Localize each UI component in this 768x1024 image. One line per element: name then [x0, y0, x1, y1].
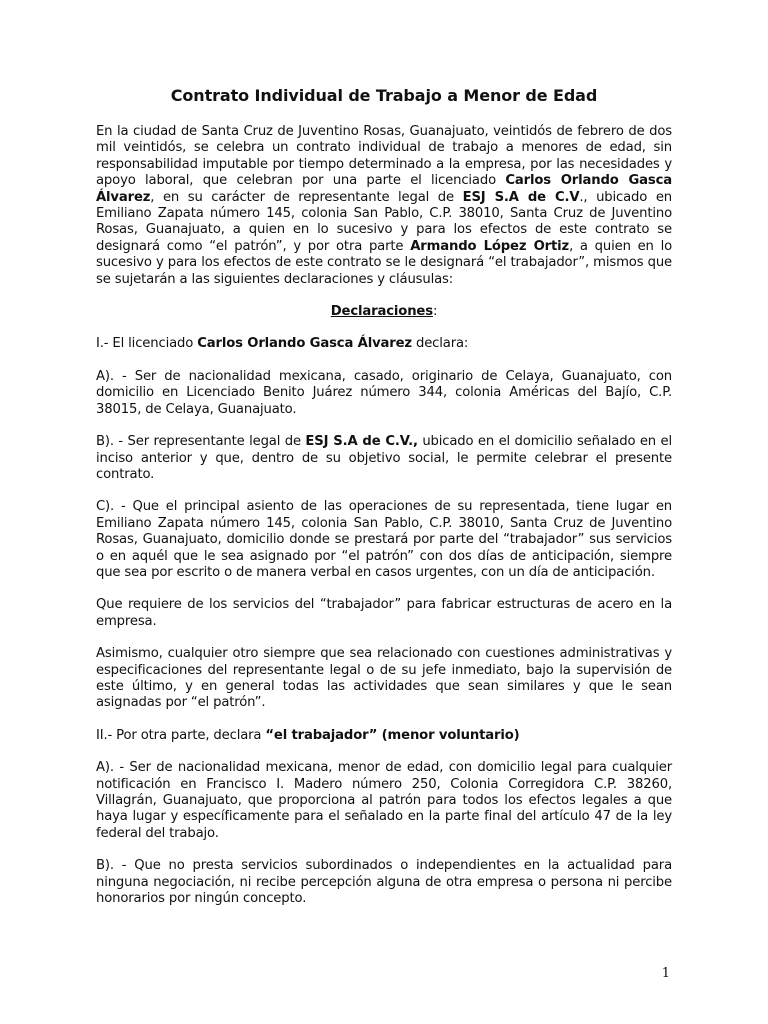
intro-text-1: En la ciudad de Santa Cruz de Juventino Rosas, Guanajuato, veintidós de febrero de dos mil veintidós, se celebra un contrato individual de trabajo a menores de edad, sin responsabilidad imputable por tiempo determinado a la empresa, por las necesidades y apoyo laboral, que celebran por una parte el licenciado	[96, 124, 672, 189]
declaraciones-heading-colon: :	[432, 304, 438, 320]
section-1-clause-b	[96, 434, 672, 483]
declaraciones-heading-text: Declaraciones	[330, 304, 433, 320]
worker-name: Armando López Ortiz	[410, 238, 570, 254]
declaraciones-heading	[96, 304, 672, 320]
section-1-paragraph-e: Asimismo, cualquier otro siempre que sea relacionado con cuestiones administrativas y especificaciones del representante legal o de su jefe inmediato, bajo la supervisión de este último, y en general todas las actividades que sean similares y que le sean asignadas por “el patrón”.	[96, 646, 672, 711]
section-2-heading	[96, 728, 672, 744]
section-2-clause-a: A). - Ser de nacionalidad mexicana, menor de edad, con domicilio legal para cualquier notificación en Francisco I. Madero número 250, Colonia Corregidora C.P. 38260, Villagrán, Guanajuato, que proporciona al patrón para todos los efectos legales a que haya lugar y específicamente para el señalado en la parte final del artículo 47 de la ley federal del trabajo.	[96, 760, 672, 841]
document-title: Contrato Individual de Trabajo a Menor de Edad	[170, 86, 598, 105]
section-1-name: Carlos Orlando Gasca Álvarez	[197, 336, 412, 352]
section-1-clause-b-post: ubicado en el domicilio señalado en el inciso anterior y que, dentro de su objetivo social, le permite celebrar el presente contrato.	[96, 434, 672, 482]
section-1-clause-c: C). - Que el principal asiento de las operaciones de su representada, tiene lugar en Emiliano Zapata número 145, colonia San Pablo, C.P. 38010, Santa Cruz de Juventino Rosas, Guanajuato, domicilio donde se prestará por parte del “trabajador” sus servicios o en aquél que le sea asignado por “el patrón” con dos días de anticipación, siempre que sea por escrito o de manera verbal en casos urgentes, con un día de anticipación.	[96, 499, 672, 580]
section-1-heading	[96, 336, 672, 352]
company-name: ESJ S.A de C.V	[462, 189, 580, 205]
intro-text-3: ., ubicado en Emiliano Zapata número 145, colonia San Pablo, C.P. 38010, Santa Cruz de Juventino Rosas, Guanajuato, a quien en lo sucesivo y para los efectos de este contrato se designará como “el patrón”, y por otra parte	[96, 189, 672, 254]
section-1-paragraph-d: Que requiere de los servicios del “trabajador” para fabricar estructuras de acero en la empresa.	[96, 597, 672, 629]
section-2-bold: “el trabajador” (menor voluntario)	[265, 727, 520, 743]
document-body	[96, 124, 672, 923]
section-2-pre: II.- Por otra parte, declara	[96, 727, 266, 743]
intro-paragraph	[96, 124, 672, 288]
intro-text-2: , en su carácter de representante legal de	[150, 189, 463, 205]
section-1-clause-b-pre: B). - Ser representante legal de	[96, 434, 306, 450]
section-1-clause-a: A). - Ser de nacionalidad mexicana, casado, originario de Celaya, Guanajuato, con domicilio en Licenciado Benito Juárez número 344, colonia Américas del Bajío, C.P. 38015, de Celaya, Guanajuato.	[96, 368, 672, 417]
employer-representative-name: Carlos Orlando Gasca Álvarez	[96, 173, 672, 205]
page-number: 1	[661, 966, 670, 981]
section-1-post: declara:	[411, 336, 469, 352]
section-2-clause-b: B). - Que no presta servicios subordinados o independientes en la actualidad para ninguna negociación, ni recibe percepción alguna de otra empresa o persona ni percibe honorarios por ningún concepto.	[96, 858, 672, 907]
section-1-pre: I.- El licenciado	[96, 336, 198, 352]
section-1-clause-b-company: ESJ S.A de C.V.,	[305, 434, 418, 450]
intro-text-4: , a quien en lo sucesivo y para los efectos de este contrato se le designará “el trabajador”, mismos que se sujetarán a las siguientes declaraciones y cláusulas:	[96, 238, 673, 287]
